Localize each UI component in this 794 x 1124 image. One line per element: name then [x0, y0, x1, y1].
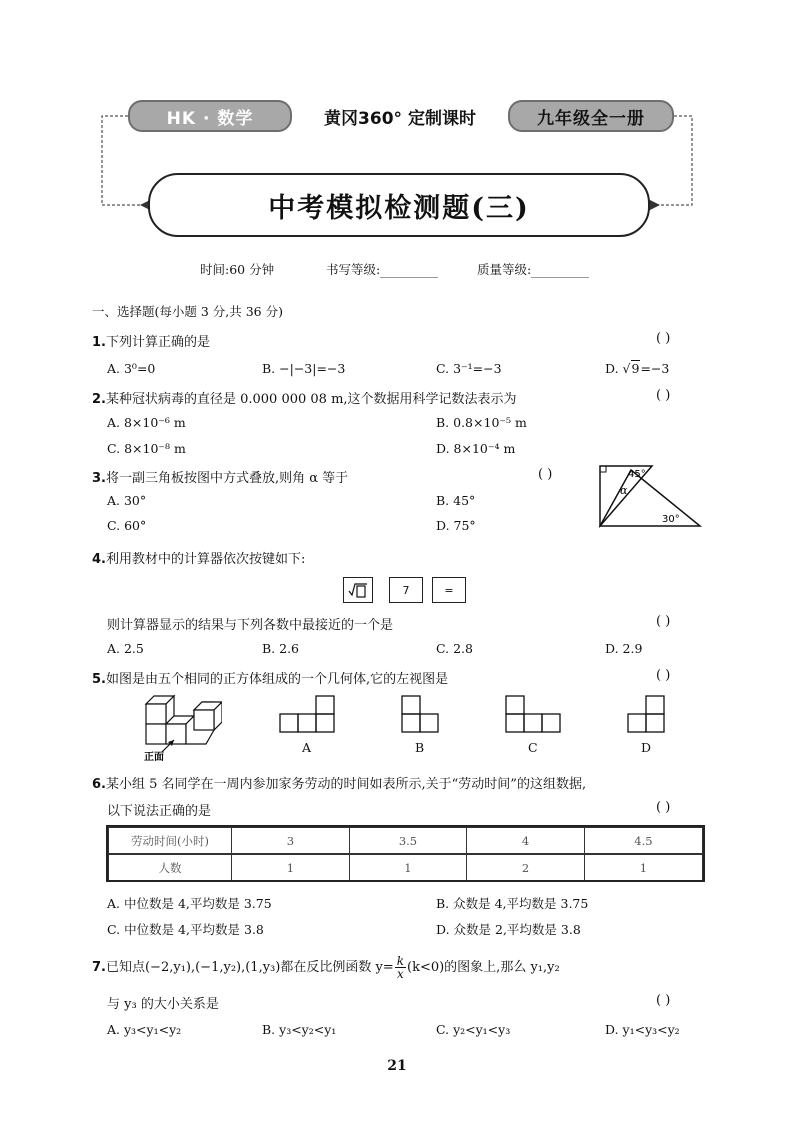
- table-header-cell: 人数: [108, 854, 232, 881]
- table-row: [108, 827, 703, 854]
- front-label: 正面: [144, 752, 164, 762]
- section-heading: 一、选择题(每小题 3 分,共 36 分): [92, 304, 283, 319]
- q5-view-d: [626, 694, 670, 734]
- q1-option-b: B. −|−3|=−3: [262, 361, 346, 376]
- angle-30-label: 30°: [662, 514, 680, 525]
- answer-paren-6: ( ): [656, 800, 671, 815]
- table-cell: 2: [467, 854, 585, 881]
- q5-solid-figure: [138, 690, 222, 762]
- time-limit: 时间:60 分钟: [200, 262, 275, 277]
- q6-option-d: D. 众数是 2,平均数是 3.8: [436, 922, 581, 937]
- sqrt-key-icon: [347, 581, 369, 599]
- question-6: 6.某小组 5 名同学在一周内参加家务劳动的时间如表所示,关于“劳动时间”的这组数据,: [92, 777, 587, 792]
- q5-label-b: B: [415, 740, 425, 755]
- question-1: 1.下列计算正确的是: [92, 335, 210, 350]
- series-name: 黄冈360° 定制课时: [324, 109, 476, 129]
- question-3: 3.将一副三角板按图中方式叠放,则角 α 等于: [92, 471, 349, 486]
- q7-option-b: B. y₃<y₂<y₁: [262, 1022, 337, 1037]
- sqrt-key: [343, 577, 373, 603]
- table-cell: 1: [232, 854, 350, 881]
- fraction-k-over-x: $\frac{k}{x}$: [396, 954, 404, 981]
- q6-option-a: A. 中位数是 4,平均数是 3.75: [107, 896, 272, 911]
- q7-option-c: C. y₂<y₁<y₃: [436, 1022, 511, 1037]
- angle-45-label: 45°: [628, 469, 646, 480]
- table-cell: 3: [232, 827, 350, 854]
- q3-triangle-figure: [596, 462, 706, 532]
- seven-key: 7: [389, 577, 423, 603]
- answer-paren-1: ( ): [656, 331, 671, 346]
- table-cell: 4.5: [584, 827, 703, 854]
- q1-option-a: A. 3⁰=0: [107, 361, 156, 376]
- q3-option-c: C. 60°: [107, 518, 147, 533]
- angle-alpha-label: α: [620, 484, 628, 497]
- table-cell: 1: [584, 854, 703, 881]
- q5-label-d: D: [641, 740, 652, 755]
- q5-label-c: C: [528, 740, 538, 755]
- page-header: [0, 0, 794, 250]
- page-number: 21: [387, 1058, 407, 1074]
- q6-option-c: C. 中位数是 4,平均数是 3.8: [107, 922, 264, 937]
- q5-view-c: [504, 694, 566, 734]
- q2-option-a: A. 8×10⁻⁶ m: [107, 415, 186, 430]
- q3-option-d: D. 75°: [436, 518, 476, 533]
- q4-option-b: B. 2.6: [262, 641, 300, 656]
- answer-paren-2: ( ): [656, 388, 671, 403]
- q1-option-c: C. 3⁻¹=−3: [436, 361, 502, 376]
- quality-grade-blank: [531, 266, 589, 278]
- grade-pill: 九年级全一册: [508, 100, 674, 132]
- q4-option-a: A. 2.5: [107, 641, 144, 656]
- triangle-30: [600, 470, 700, 526]
- page-title: 中考模拟检测题(三): [268, 192, 530, 224]
- labor-time-table: [107, 826, 704, 882]
- q5-view-b: [400, 694, 444, 734]
- table-row: [108, 854, 703, 881]
- question-5: 5.如图是由五个相同的正方体组成的一个几何体,它的左视图是: [92, 672, 449, 687]
- answer-paren-5: ( ): [656, 668, 671, 683]
- q4-option-c: C. 2.8: [436, 641, 473, 656]
- writing-grade: 书写等级:: [326, 260, 438, 278]
- subject-pill: HK · 数学: [128, 100, 292, 132]
- q2-option-d: D. 8×10⁻⁴ m: [436, 441, 516, 456]
- answer-paren-7: ( ): [656, 993, 671, 1008]
- q1-option-d: D. √9=−3: [605, 361, 670, 376]
- writing-grade-blank: [380, 266, 438, 278]
- q7-option-d: D. y₁<y₃<y₂: [605, 1022, 680, 1037]
- q2-option-b: B. 0.8×10⁻⁵ m: [436, 415, 527, 430]
- q5-label-a: A: [302, 740, 312, 755]
- right-angle-mark: [600, 466, 606, 472]
- q3-option-b: B. 45°: [436, 493, 476, 508]
- answer-paren-3: ( ): [538, 467, 553, 482]
- table-cell: 3.5: [349, 827, 467, 854]
- question-7-continued: 与 y₃ 的大小关系是: [107, 997, 219, 1012]
- table-cell: 1: [349, 854, 467, 881]
- question-4: 4.利用教材中的计算器依次按键如下:: [92, 552, 306, 567]
- q5-view-a: [278, 694, 338, 734]
- answer-paren-4: ( ): [656, 614, 671, 629]
- question-2: 2.某种冠状病毒的直径是 0.000 000 08 m,这个数据用科学记数法表示为: [92, 392, 517, 407]
- title-banner: [148, 173, 650, 237]
- quality-grade: 质量等级:: [477, 260, 589, 278]
- question-7: 7.已知点(−2,y₁),(−1,y₂),(1,y₃)都在反比例函数 y= $\frac{k}{x}$ (k<0)的图象上,那么 y₁,y₂: [92, 954, 560, 981]
- question-6-continued: 以下说法正确的是: [107, 804, 212, 819]
- table-cell: 4: [467, 827, 585, 854]
- q2-option-c: C. 8×10⁻⁸ m: [107, 441, 186, 456]
- question-4-continued: 则计算器显示的结果与下列各数中最接近的一个是: [107, 618, 394, 633]
- q3-option-a: A. 30°: [107, 493, 147, 508]
- q4-option-d: D. 2.9: [605, 641, 643, 656]
- q6-option-b: B. 众数是 4,平均数是 3.75: [436, 896, 589, 911]
- q7-option-a: A. y₃<y₁<y₂: [107, 1022, 182, 1037]
- table-header-cell: 劳动时间(小时): [108, 827, 232, 854]
- equals-key: =: [432, 577, 466, 603]
